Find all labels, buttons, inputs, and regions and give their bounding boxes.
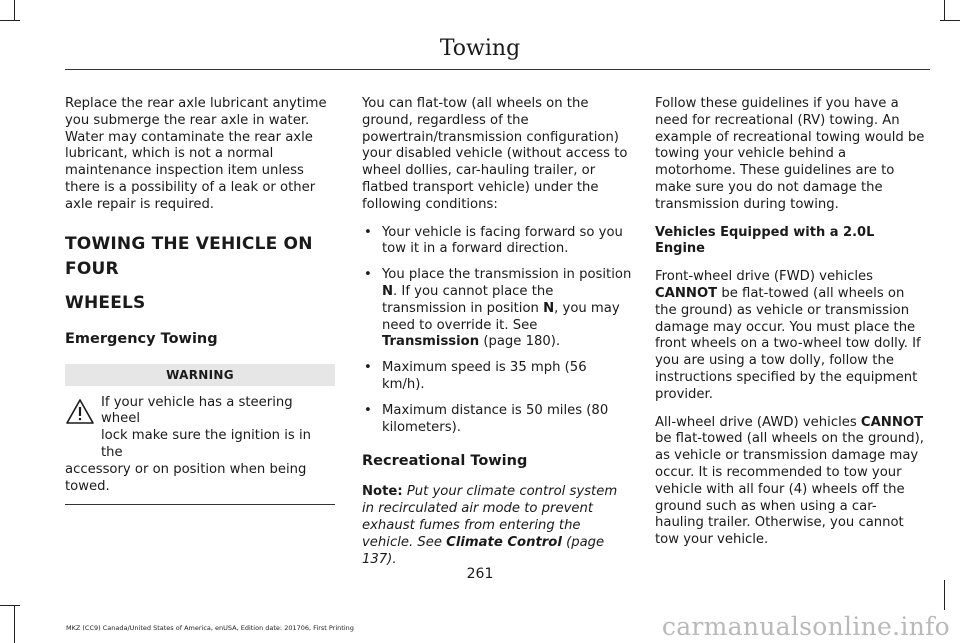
list-item-text: , you may need to override it. See [382, 300, 620, 333]
note-text: Put your climate control system in recirculated air mode to prevent exhaust fumes from entering the vehicle. See [362, 484, 618, 550]
crop-mark [0, 20, 20, 21]
gear-position: N [543, 300, 555, 316]
section-heading-line: TOWING THE VEHICLE ON FOUR [65, 233, 313, 279]
section-heading [65, 232, 335, 316]
warning-triangle-icon [65, 398, 95, 425]
page-number: 261 [466, 566, 494, 582]
paragraph-text: be flat-towed (all wheels on the ground) as vehicle or transmission damage may occur. You must place the front wheels on a two-wheel tow dolly. If you are using a tow dolly, follow the instructions specified by the equipment provider. [655, 285, 921, 402]
list-item [362, 403, 632, 437]
cross-reference-link[interactable]: Transmission [382, 334, 480, 350]
list-item [362, 225, 632, 259]
paragraph [655, 269, 925, 403]
paragraph-text: Front-wheel drive (FWD) vehicles [655, 269, 874, 285]
subheading: Emergency Towing [65, 330, 218, 347]
bullet-mark: • [364, 360, 372, 376]
page-reference: (page 137). [362, 534, 605, 567]
crop-mark [14, 605, 15, 643]
watermark: carmanualsonline.info [661, 612, 950, 641]
column-middle [362, 96, 632, 579]
paragraph [655, 415, 925, 549]
list-item [362, 360, 632, 394]
list-item-text: Maximum speed is 35 mph (56 km/h). [382, 360, 587, 392]
note-label: Note: [362, 484, 403, 500]
subheading: Recreational Towing [362, 453, 528, 470]
list-item-text: . If you cannot place the transmission in position [382, 283, 554, 316]
section-heading-line: WHEELS [65, 292, 146, 313]
column-left [65, 96, 335, 505]
conditions-list [362, 225, 632, 437]
emphasis: CANNOT [860, 414, 924, 430]
crop-mark [14, 0, 15, 20]
warning-header: WARNING [65, 364, 335, 386]
emphasis: CANNOT [655, 285, 718, 301]
list-item-text: Your vehicle is facing forward so you tow it in a forward direction. [382, 224, 623, 257]
warning-box [65, 386, 335, 506]
warning-text: accessory or on position when being towed. [65, 461, 307, 494]
header-divider [65, 69, 930, 70]
paragraph-text: All-wheel drive (AWD) vehicles [655, 414, 861, 430]
column-right [655, 96, 925, 560]
list-item [362, 267, 632, 351]
note [362, 484, 632, 568]
crop-mark [940, 20, 960, 21]
footer-edition: MKZ (CC9) Canada/United States of America, enUSA, Edition date: 201706, First Printing [66, 624, 354, 632]
cross-reference-link[interactable]: Climate Control [446, 534, 562, 550]
list-item-text: Maximum distance is 50 miles (80 kilometers). [382, 402, 609, 435]
bullet-mark: • [364, 267, 372, 283]
page-title: Towing [439, 36, 521, 61]
bullet-mark: • [364, 224, 372, 240]
page-reference: (page 180). [479, 334, 561, 350]
warning-text: lock make sure the ignition is in the [101, 428, 311, 460]
gear-position: N [382, 283, 394, 299]
bullet-mark: • [364, 402, 372, 418]
paragraph: Replace the rear axle lubricant anytime you submerge the rear axle in water. Water may contaminate the rear axle lubricant, which is not a normal maintenance inspection item unless there is a possibility of a leak or other axle repair is required. [65, 96, 327, 212]
list-item-text: You place the transmission in position [382, 267, 632, 283]
crop-mark [944, 580, 945, 610]
subheading: Vehicles Equipped with a 2.0L Engine [655, 224, 875, 257]
warning-text: If your vehicle has a steering wheel [101, 394, 293, 427]
crop-mark [0, 605, 20, 606]
paragraph: Follow these guidelines if you have a need for recreational (RV) towing. An example of recreational towing would be towing your vehicle behind a motorhome. These guidelines are to make sure you do not damage the transmission during towing. [655, 96, 925, 212]
crop-mark [944, 0, 945, 20]
paragraph: You can flat-tow (all wheels on the ground, regardless of the powertrain/transmission configuration) your disabled vehicle (without access to wheel dollies, car-hauling trailer, or flatbed transport vehicle) under the following conditions: [362, 96, 628, 212]
paragraph-text: be flat-towed (all wheels on the ground), as vehicle or transmission damage may occur. It is recommended to tow your vehicle with all four (4) wheels off the ground such as when using a car-hauling trailer. Otherwise, you cannot tow your vehicle. [655, 431, 924, 548]
